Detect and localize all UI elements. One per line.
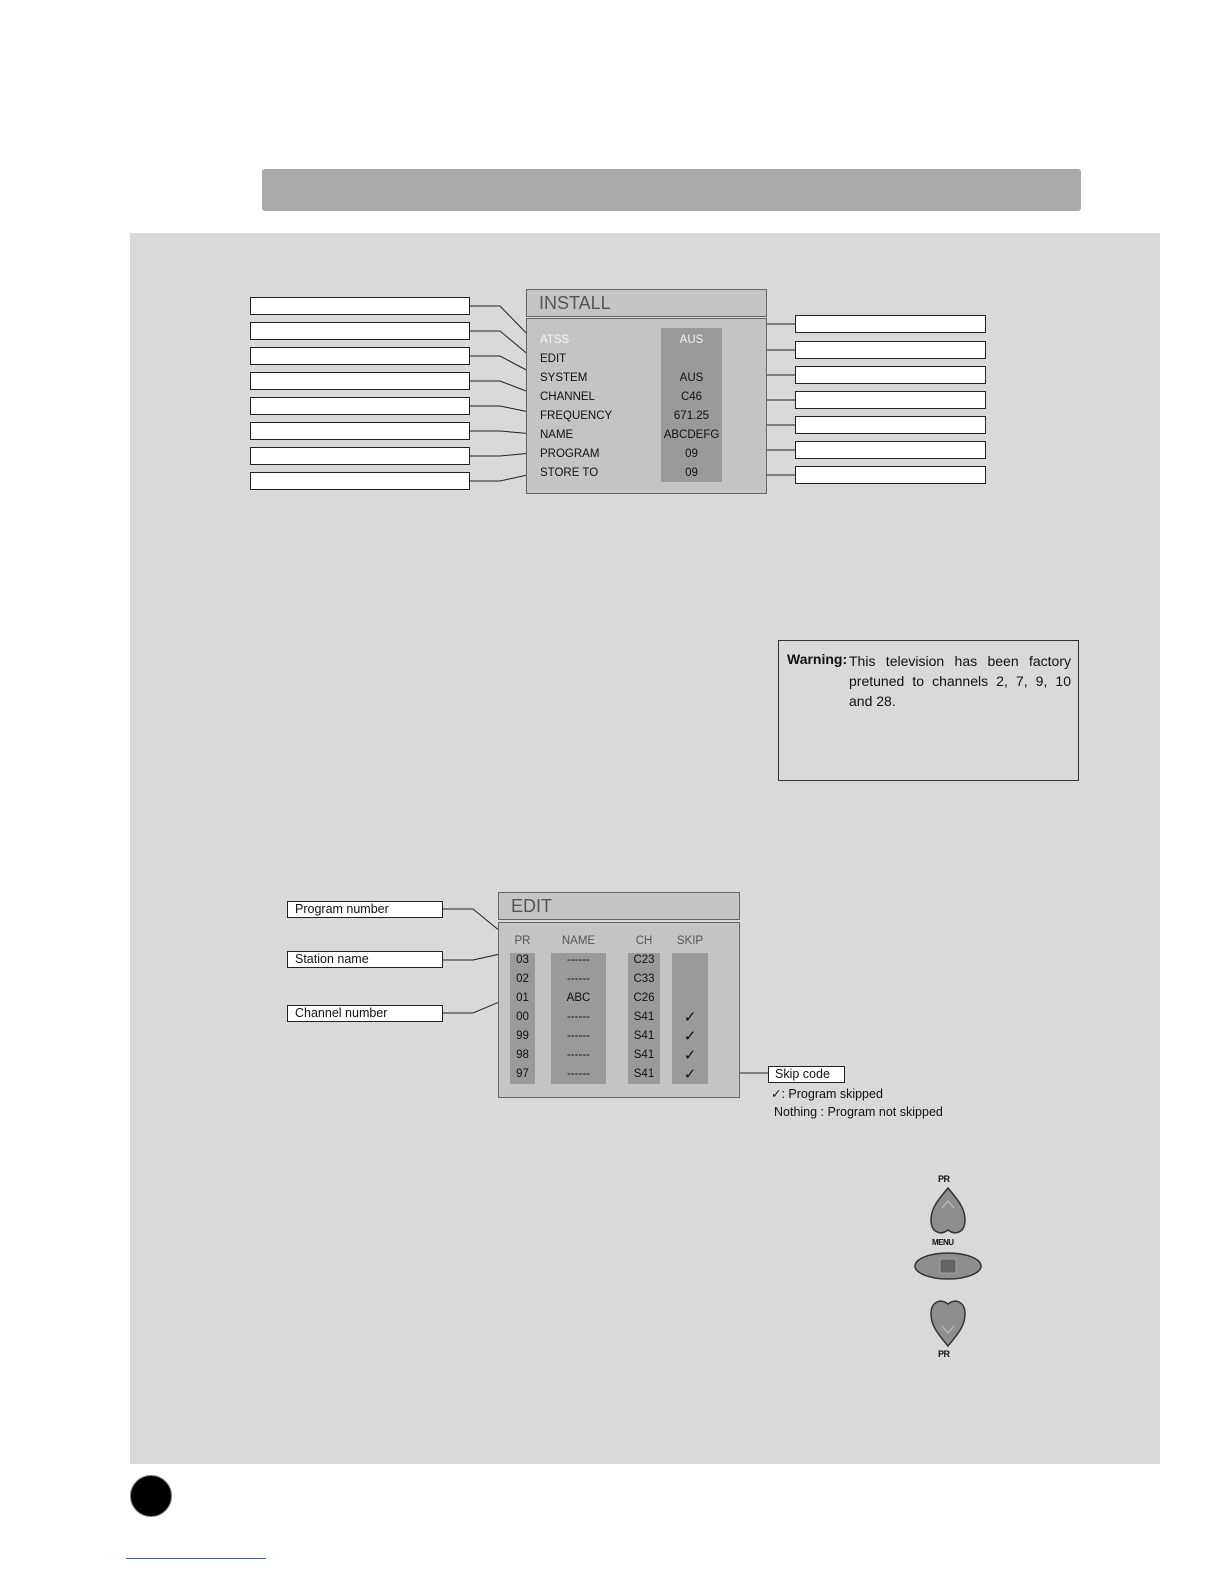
edit-header-ch: CH xyxy=(635,935,653,947)
edit-row-ch: S41 xyxy=(633,1030,655,1042)
edit-row-skip: ✓ xyxy=(683,1047,697,1064)
install-value-box-5 xyxy=(795,416,986,434)
install-row-label[interactable]: PROGRAM xyxy=(540,448,600,460)
warning-box xyxy=(778,640,1079,781)
install-label-box-4 xyxy=(250,372,470,390)
edit-row-pr: 02 xyxy=(516,973,529,985)
edit-row-name: ------ xyxy=(567,1049,590,1061)
install-value-box-4 xyxy=(795,391,986,409)
edit-header-skip: SKIP xyxy=(676,935,704,947)
install-label-box-3 xyxy=(250,347,470,365)
edit-row-name: ------ xyxy=(567,1011,590,1023)
edit-row-pr: 01 xyxy=(516,992,529,1004)
skip-legend-not-skipped: Nothing : Program not skipped xyxy=(774,1105,943,1119)
edit-row-ch: S41 xyxy=(633,1049,655,1061)
footer-link-line xyxy=(126,1558,266,1559)
pr-down-button[interactable] xyxy=(928,1296,968,1348)
channel-number-label: Channel number xyxy=(287,1005,443,1022)
edit-row-name: ------ xyxy=(567,954,590,966)
edit-row-skip: ✓ xyxy=(683,1009,697,1026)
install-label-box-5 xyxy=(250,397,470,415)
pr-up-label: PR xyxy=(938,1174,950,1184)
edit-row-name: ------ xyxy=(567,973,590,985)
pr-up-button[interactable] xyxy=(928,1186,968,1238)
install-row-label[interactable]: CHANNEL xyxy=(540,391,595,403)
install-label-box-7 xyxy=(250,447,470,465)
install-value-box-7 xyxy=(795,466,986,484)
edit-header-pr: PR xyxy=(514,935,531,947)
install-value-box-6 xyxy=(795,441,986,459)
install-menu-title: INSTALL xyxy=(526,289,767,317)
edit-row-name: ------ xyxy=(567,1030,590,1042)
install-row-label[interactable]: EDIT xyxy=(540,353,567,365)
skip-code-label: Skip code xyxy=(768,1066,845,1083)
edit-row-ch: C26 xyxy=(633,992,655,1004)
edit-row-name: ABC xyxy=(566,992,591,1004)
install-row-value: 09 xyxy=(685,448,698,460)
edit-row-ch: C23 xyxy=(633,954,655,966)
edit-row-skip: ✓ xyxy=(683,1028,697,1045)
page-number-badge xyxy=(130,1475,172,1517)
edit-row-pr: 98 xyxy=(516,1049,529,1061)
install-label-box-8 xyxy=(250,472,470,490)
edit-row-ch: S41 xyxy=(633,1068,655,1080)
install-label-box-6 xyxy=(250,422,470,440)
station-name-label: Station name xyxy=(287,951,443,968)
install-row-value: AUS xyxy=(679,334,704,346)
install-row-label[interactable]: NAME xyxy=(540,429,574,441)
edit-row-pr: 97 xyxy=(516,1068,529,1080)
square-icon xyxy=(940,1259,956,1273)
install-value-box-3 xyxy=(795,366,986,384)
menu-button[interactable] xyxy=(912,1250,984,1282)
install-value-box-1 xyxy=(795,315,986,333)
install-row-label[interactable]: ATSS xyxy=(540,334,570,346)
install-label-box-2 xyxy=(250,322,470,340)
skip-legend-skipped: ✓: Program skipped xyxy=(771,1087,883,1101)
edit-row-ch: C33 xyxy=(633,973,655,985)
edit-menu-title: EDIT xyxy=(498,892,740,920)
install-value-box-2 xyxy=(795,341,986,359)
install-label-box-1 xyxy=(250,297,470,315)
install-row-label[interactable]: STORE TO xyxy=(540,467,599,479)
edit-row-pr: 99 xyxy=(516,1030,529,1042)
edit-row-pr: 03 xyxy=(516,954,529,966)
edit-row-pr: 00 xyxy=(516,1011,529,1023)
install-row-value: 671.25 xyxy=(673,410,710,422)
edit-row-ch: S41 xyxy=(633,1011,655,1023)
warning-text: This television has been factory pretuned to channels 2, 7, 9, 10 and 28. xyxy=(849,653,1071,709)
menu-label: MENU xyxy=(932,1238,954,1247)
install-row-value: AUS xyxy=(679,372,704,384)
warning-label: Warning: xyxy=(787,651,848,667)
install-row-value: C46 xyxy=(680,391,703,403)
program-number-label: Program number xyxy=(287,901,443,918)
edit-row-skip: ✓ xyxy=(683,1066,697,1083)
edit-header-name: NAME xyxy=(561,935,596,947)
install-row-label[interactable]: SYSTEM xyxy=(540,372,588,384)
install-row-value: ABCDEFG xyxy=(663,429,720,441)
install-row-label[interactable]: FREQUENCY xyxy=(540,410,613,422)
pr-down-label: PR xyxy=(938,1349,950,1359)
edit-row-name: ------ xyxy=(567,1068,590,1080)
install-row-value: 09 xyxy=(685,467,698,479)
